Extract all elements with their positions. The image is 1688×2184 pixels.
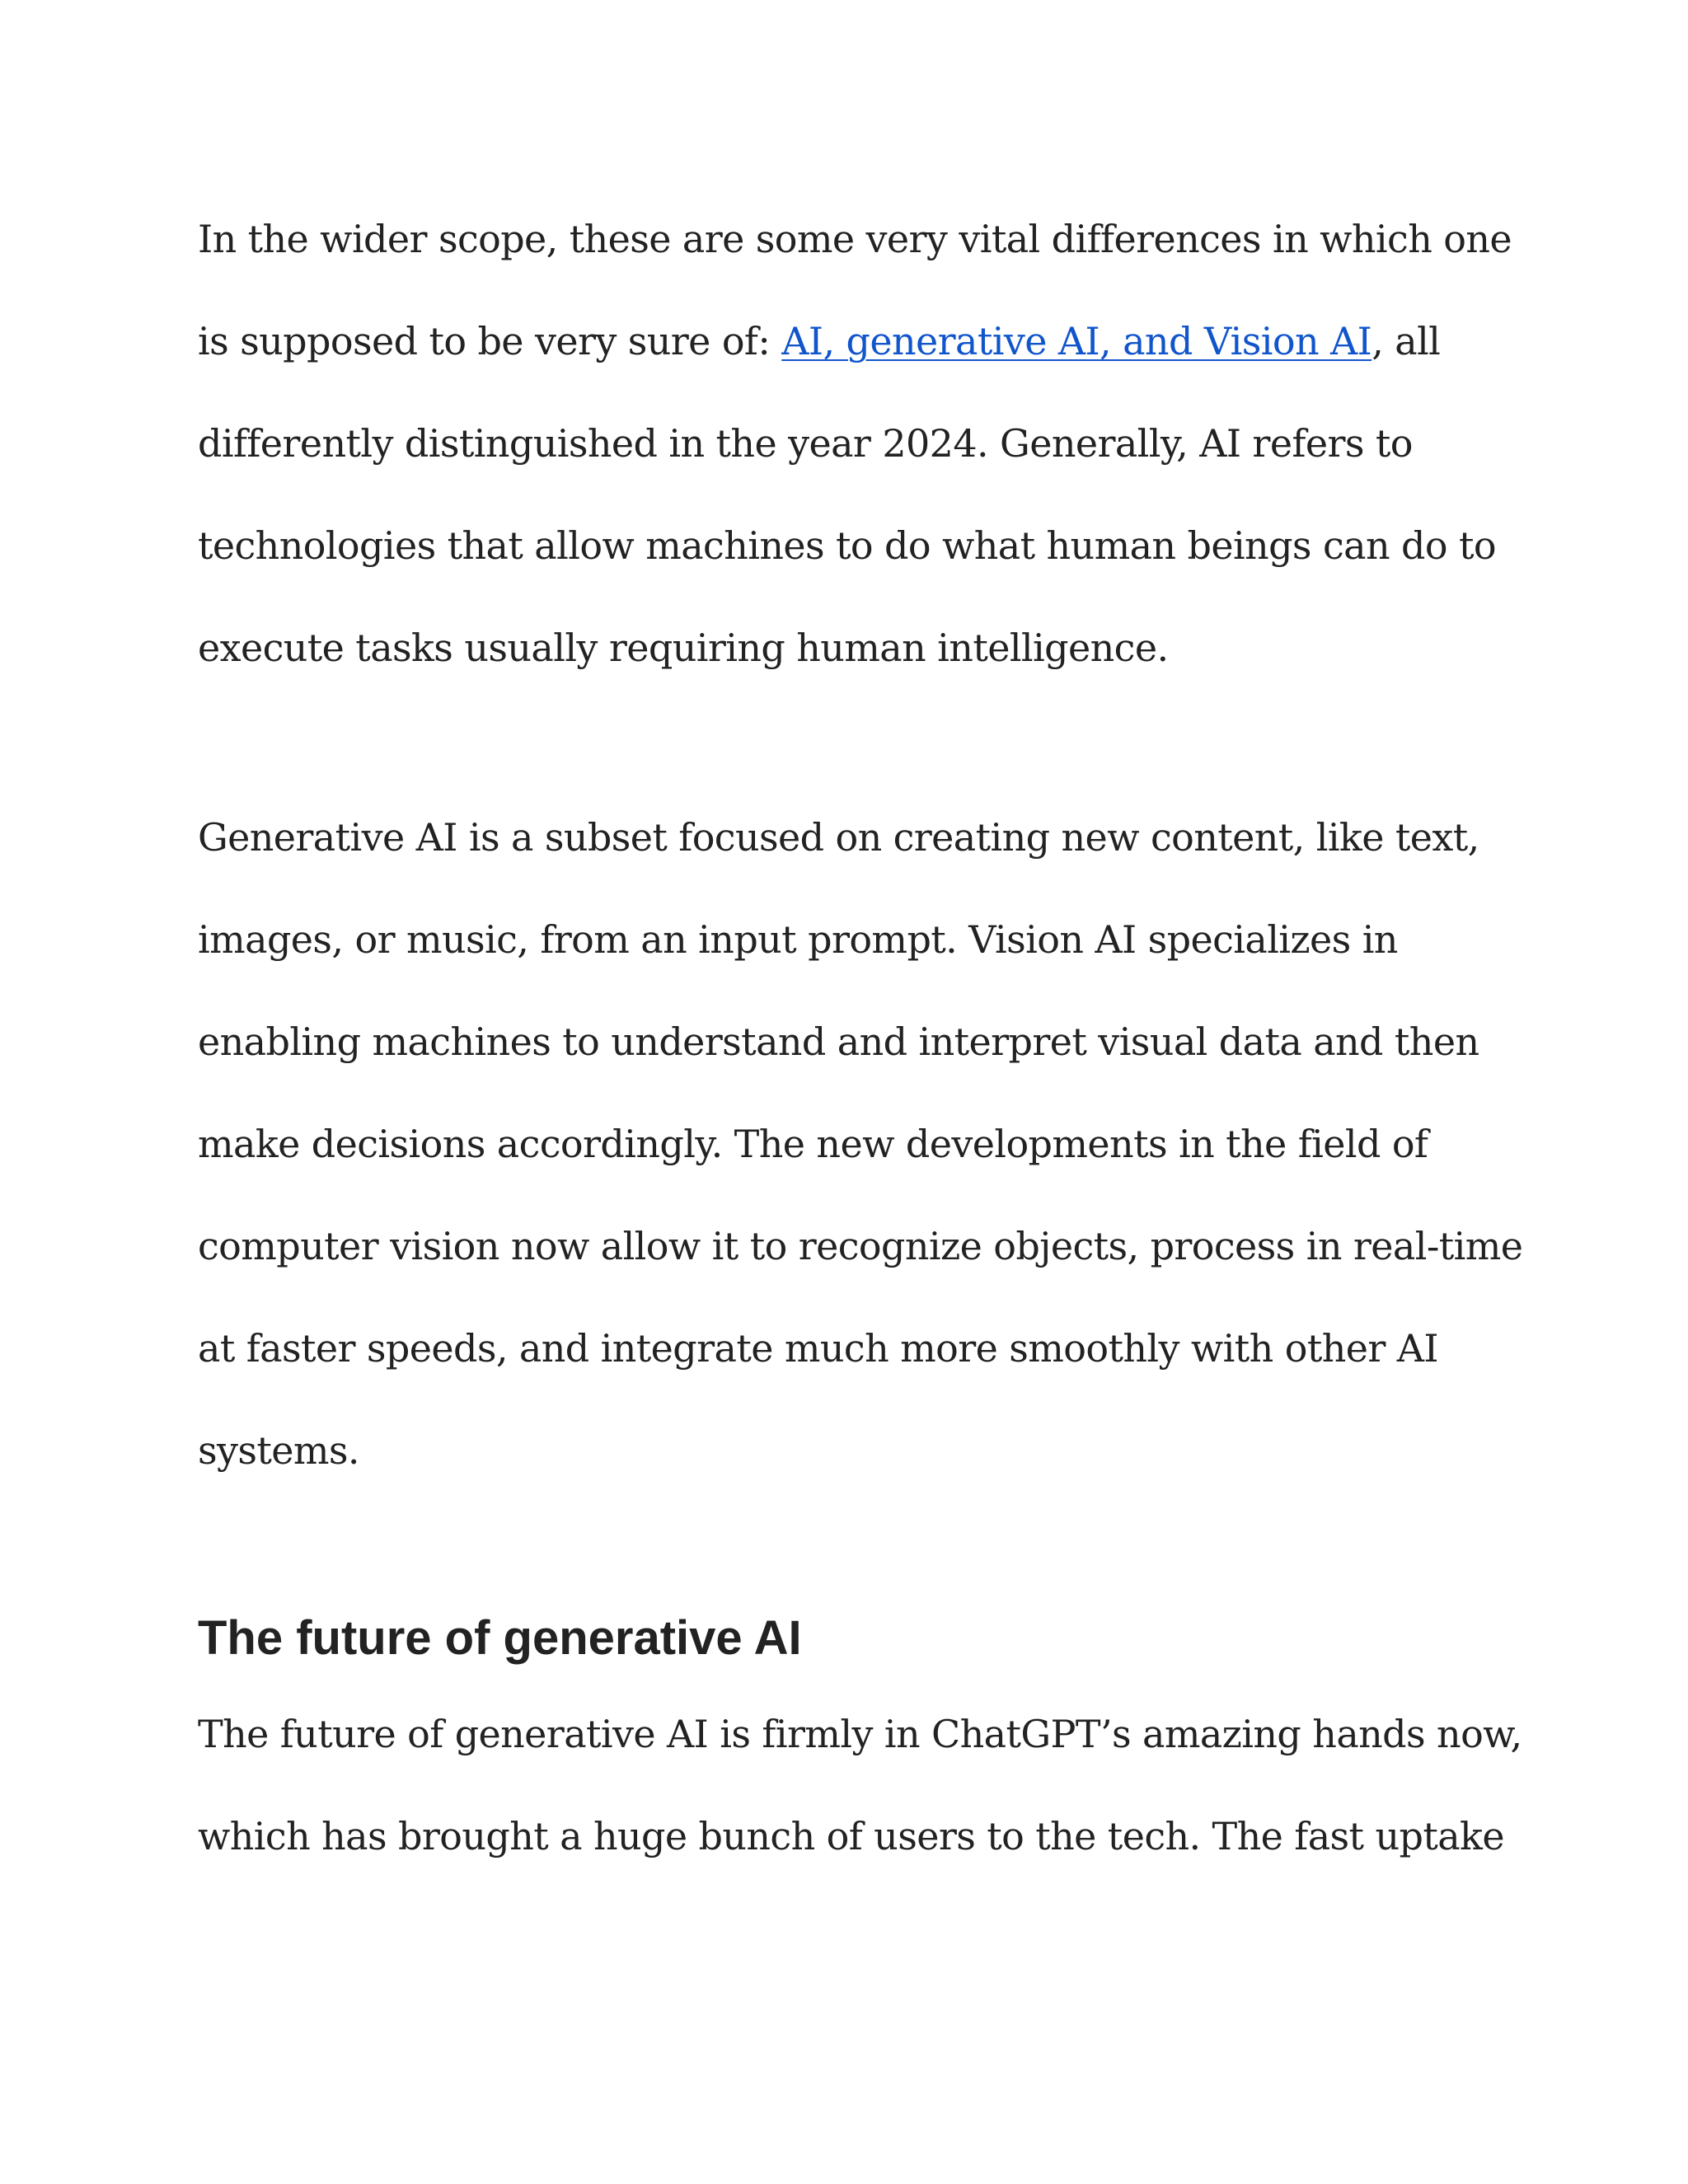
- text-line: computer vision now allow it to recognize objects, process in real-time: [198, 1224, 1523, 1268]
- ai-types-link[interactable]: AI, generative AI, and Vision AI: [781, 319, 1372, 363]
- text-line: In the wider scope, these are some very vital differences in which one: [198, 217, 1512, 261]
- text-line: images, or music, from an input prompt. Vision AI specializes in: [198, 917, 1398, 962]
- text-line: The future of generative AI is firmly in ChatGPT’s amazing hands now,: [198, 1712, 1522, 1756]
- text-fragment: , all: [1372, 319, 1441, 363]
- text-line: enabling machines to understand and interpret visual data and then: [198, 1019, 1479, 1064]
- text-line: [198, 290, 1517, 392]
- document-body: [198, 188, 1523, 1887]
- text-line: systems.: [198, 1428, 359, 1473]
- text-line: technologies that allow machines to do what human beings can do to: [198, 523, 1496, 568]
- section-spacer: [198, 1502, 1517, 1594]
- paragraph-generative-ai: [198, 786, 1523, 1502]
- text-line: Generative AI is a subset focused on creating new content, like text,: [198, 815, 1479, 860]
- text-fragment: is supposed to be very sure of:: [198, 319, 782, 363]
- text-line: differently distinguished in the year 2024. Generally, AI refers to: [198, 421, 1413, 466]
- text-line: execute tasks usually requiring human intelligence.: [198, 626, 1169, 670]
- paragraph-intro: [198, 188, 1517, 699]
- text-line: which has brought a huge bunch of users to the tech. The fast uptake: [198, 1814, 1504, 1858]
- paragraph-spacer: [198, 699, 1517, 786]
- text-line: make decisions accordingly. The new developments in the field of: [198, 1122, 1428, 1166]
- paragraph-future: [198, 1683, 1522, 1887]
- section-heading: The future of generative AI: [198, 1611, 802, 1665]
- text-line: at faster speeds, and integrate much more smoothly with other AI: [198, 1326, 1438, 1371]
